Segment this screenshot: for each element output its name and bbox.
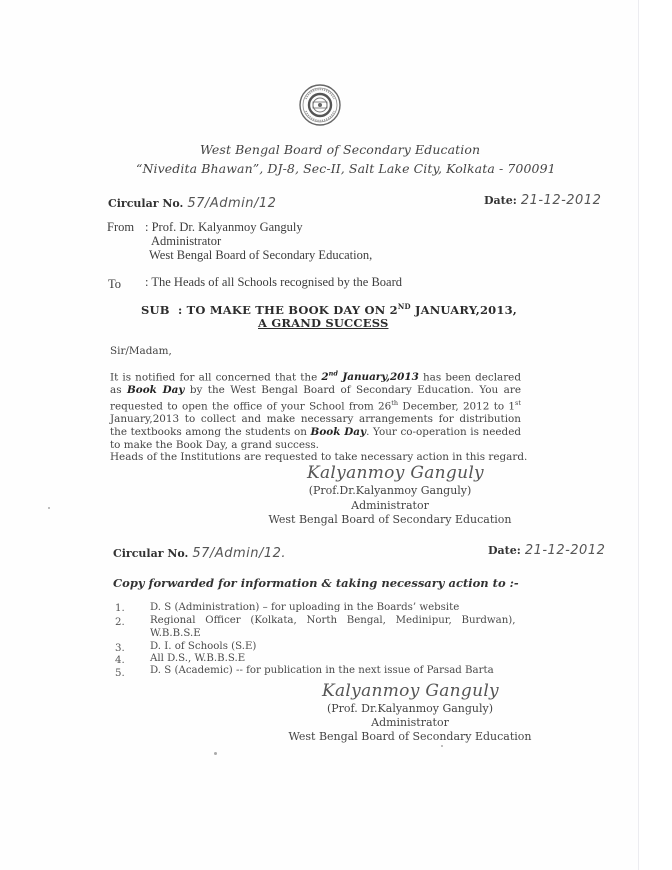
from-title: Administrator	[151, 234, 222, 248]
subject-line-1	[178, 302, 517, 317]
from-name: : Prof. Dr. Kalyanmoy Ganguly	[145, 220, 303, 234]
signatory-1-title: Administrator	[351, 499, 429, 512]
p1-text: January,2013 to collect and make necessary arrangements for distribution the textbooks among the students on	[110, 413, 521, 439]
org-address: “Nivedita Bhawan”, DJ-8, Sec-II, Salt Lake City, Kolkata - 700091	[136, 161, 556, 176]
signatory-2-title: Administrator	[371, 716, 449, 729]
p1-date-num: 2	[321, 371, 329, 384]
p1-text: December, 2012 to 1	[398, 400, 516, 413]
list-num-5: 5.	[115, 668, 125, 679]
signatory-2-org: West Bengal Board of Secondary Education	[288, 730, 532, 743]
scan-speck	[441, 745, 443, 747]
body-paragraph-2: Heads of the Institutions are requested to take necessary action in this regard.	[110, 451, 528, 463]
board-emblem-icon	[298, 83, 342, 127]
list-item-3: D. I. of Schools (S.E)	[150, 641, 257, 652]
salutation: Sir/Madam,	[110, 345, 172, 357]
to-recipients: : The Heads of all Schools recognised by the Board	[145, 275, 403, 289]
circular-number: 57/Admin/12	[187, 196, 277, 211]
list-item-2-cont: W.B.B.S.E	[150, 628, 201, 639]
p1-text: . Your co-operation is needed to make the Book Day, a grand success.	[110, 426, 521, 451]
copy-forwarded-heading: Copy forwarded for information & taking necessary action to :-	[113, 576, 519, 590]
p1-text: It is notified for all concerned that the	[110, 371, 322, 384]
from-org: West Bengal Board of Secondary Education,	[149, 248, 373, 262]
list-num-1: 1.	[115, 603, 125, 614]
circular-date: 21-12-2012	[520, 193, 602, 208]
signature-1: Kalyanmoy Ganguly	[307, 463, 484, 483]
p1-date-rest: January,2013	[337, 371, 419, 384]
subject-sup: ND	[397, 302, 411, 311]
body-paragraph-1	[110, 368, 521, 452]
circular-date-row	[484, 191, 601, 209]
p1-text: has been declared as	[110, 371, 521, 397]
circular-2-date-label: Date:	[488, 544, 521, 557]
subject-text: : TO MAKE THE BOOK DAY ON 2	[178, 302, 398, 317]
subject-label: SUB	[141, 303, 170, 317]
org-name: West Bengal Board of Secondary Education	[200, 142, 481, 157]
circular-label: Circular No.	[108, 197, 184, 210]
from-label: From	[107, 220, 135, 234]
p1-sup: th	[391, 399, 399, 408]
subject-line-2: A GRAND SUCCESS	[258, 316, 389, 330]
list-num-4: 4.	[115, 655, 125, 666]
list-item-4: All D.S., W.B.B.S.E	[150, 653, 246, 664]
list-item-5: D. S (Academic) -- for publication in the next issue of Parsad Barta	[150, 665, 494, 676]
circular-2-number-row	[113, 544, 286, 562]
circular-2-label: Circular No.	[113, 547, 189, 560]
p1-text: by the West Bengal Board of Secondary Education. You are requested to open the office of your School from 26	[110, 384, 521, 413]
circular-2-number: 57/Admin/12.	[192, 546, 287, 561]
to-label: To	[108, 277, 122, 291]
subject-text-end: JANUARY,2013,	[410, 302, 517, 317]
signatory-2-name: (Prof. Dr.Kalyanmoy Ganguly)	[326, 702, 494, 715]
circular-2-date: 21-12-2012	[524, 543, 606, 558]
signatory-1-name: (Prof.Dr.Kalyanmoy Ganguly)	[308, 484, 472, 497]
list-num-3: 3.	[115, 643, 125, 654]
scan-speck	[214, 752, 217, 755]
circular-number-row	[108, 194, 276, 212]
circular-2-date-row	[488, 541, 605, 559]
p1-sup: st	[515, 399, 521, 408]
p1-date-sup: nd	[328, 370, 338, 378]
scan-speck	[48, 507, 50, 509]
date-label: Date:	[484, 194, 517, 207]
p1-book-day: Book Day	[126, 384, 185, 397]
signatory-1-org: West Bengal Board of Secondary Education	[268, 513, 512, 526]
list-item-2: Regional Officer (Kolkata, North Bengal, Medinipur, Burdwan),	[150, 615, 516, 626]
list-item-1: D. S (Administration) – for uploading in the Boards’ website	[150, 602, 460, 613]
list-num-2: 2.	[115, 617, 125, 628]
p1-book-day: Book Day	[310, 426, 367, 439]
signature-2: Kalyanmoy Ganguly	[322, 681, 499, 701]
